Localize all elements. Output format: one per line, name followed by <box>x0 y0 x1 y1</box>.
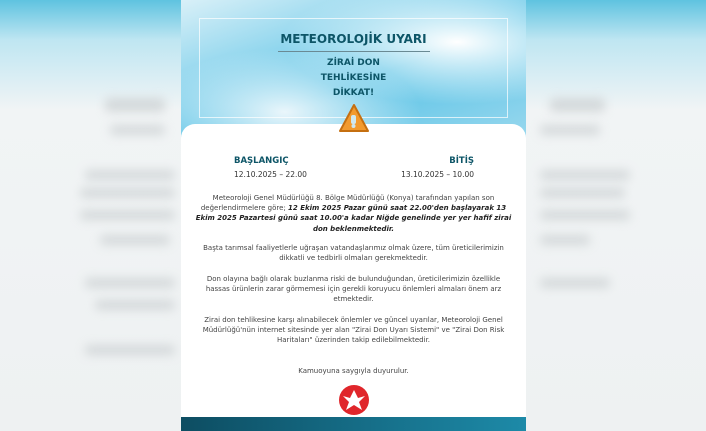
subtitle-line: ZİRAİ DON <box>327 58 380 68</box>
page-title: METEOROLOJİK UYARI <box>280 32 427 46</box>
nigde-governorship-logo <box>338 384 370 416</box>
divider <box>278 51 430 52</box>
paragraph-5: Kamuoyuna saygıyla duyurulur. <box>298 367 409 375</box>
paragraph-3: Don olayına bağlı olarak buzlanma riski de bulunduğundan, üreticilerimizin özellikle hassas ürünlerin zarar görmemesi için gerekli koruyucu önlemleri almaları önem arz etmektedir. <box>205 275 502 304</box>
paragraph-1 <box>195 193 512 234</box>
paragraph-1-emphasis: 12 Ekim 2025 Pazar günü saat 22.00'den başlayarak 13 Ekim 2025 Pazartesi günü saat 10.00'a kadar Niğde genelinde yer yer hafif zirai don beklenmektedir. <box>195 204 512 233</box>
subtitle-line: DİKKAT! <box>332 88 375 98</box>
end-value: 13.10.2025 – 10.00 <box>401 170 474 179</box>
paragraph-2: Başta tarımsal faaliyetlerle uğraşan vatandaşlarımız olmak üzere, tüm üreticilerimizin dikkatli ve tedbirli olmaları gerekmektedir. <box>203 244 504 263</box>
end-label: BİTİŞ <box>449 156 474 166</box>
announcement-card <box>181 0 526 431</box>
paragraph-1-text: Meteoroloji Genel Müdürlüğü 8. Bölge Müdürlüğü (Konya) tarafından yapılan son değerlendirmelere göre; <box>200 194 495 213</box>
start-value: 12.10.2025 – 22.00 <box>234 170 307 179</box>
subtitle-line: TEHLİKESİNE <box>320 73 387 83</box>
footer-band <box>181 417 526 431</box>
warning-icon <box>338 103 370 133</box>
paragraph-4: Zirai don tehlikesine karşı alınabilecek önlemler ve güncel uyarılar, Meteoroloji Genel Müdürlüğü'nün internet sitesinde yer alan "Zirai Don Uyarı Sistemi" ve "Zirai Don Risk Haritaları" üzerinden takip edilebilmektedir. <box>202 316 505 345</box>
start-label: BAŞLANGIÇ <box>234 156 289 166</box>
subtitle <box>181 56 526 101</box>
